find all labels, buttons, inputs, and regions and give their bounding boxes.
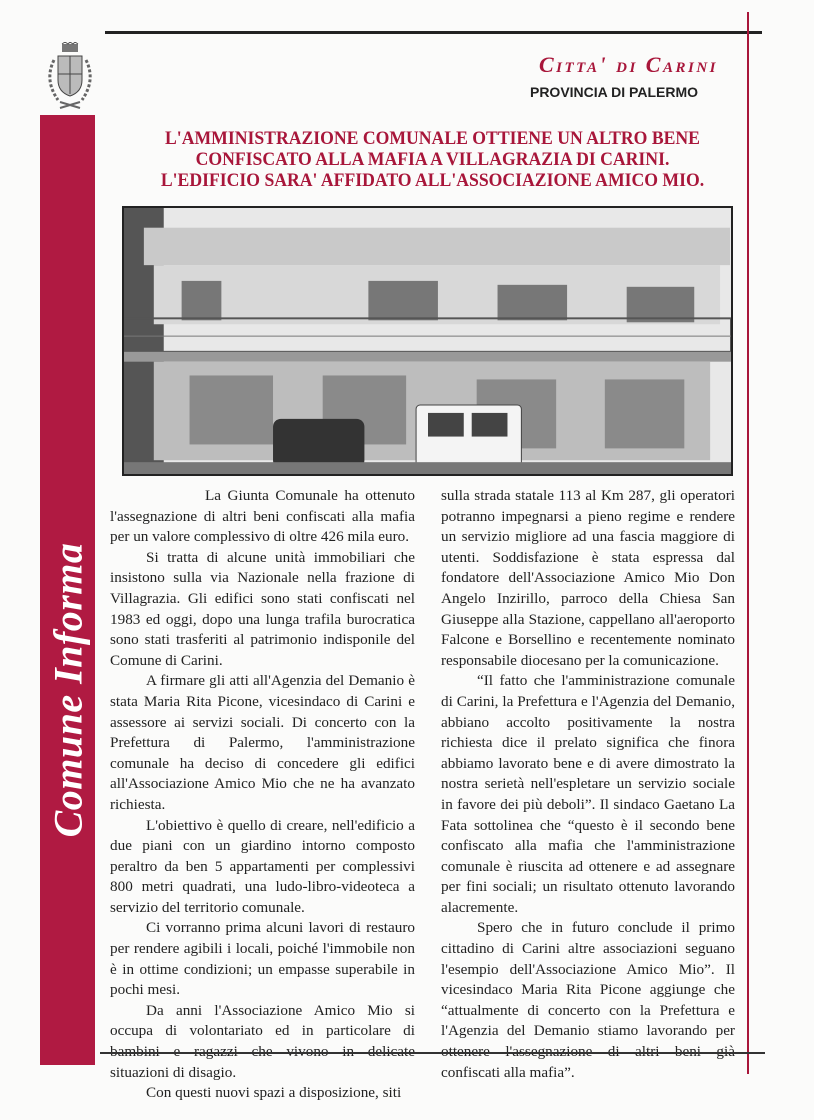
coat-of-arms-icon bbox=[42, 42, 98, 114]
top-rule bbox=[105, 31, 762, 34]
red-vertical-rule bbox=[747, 12, 749, 1074]
headline-line: L'AMMINISTRAZIONE COMUNALE OTTIENE UN ALTRO BENE bbox=[165, 128, 700, 149]
sidebar-title: Comune Informa bbox=[45, 542, 90, 838]
building-photo bbox=[122, 206, 733, 476]
headline-line: CONFISCATO ALLA MAFIA A VILLAGRAZIA DI CARINI. bbox=[195, 149, 670, 170]
paragraph: A firmare gli atti all'Agenzia del Demanio è stata Maria Rita Picone, vicesindaco di Carini e assessore ai servizi sociali. Di concerto con la Prefettura di Palermo, l'amministrazione comunale ha deciso di concedere gli edifici all'Associazione Amico Mio che ne ha avanzato richiesta. bbox=[110, 672, 415, 813]
city-name: Citta' di Carini bbox=[539, 52, 718, 77]
province-name: PROVINCIA DI PALERMO bbox=[529, 84, 698, 100]
paragraph: Si tratta di alcune unità immobiliari che insistono sulla via Nazionale nella frazione di Villagrazia. Gli edifici sono stati confiscati nel 1983 ed oggi, dopo una lunga trafila burocratica sono stati trasferiti al patrimonio indisponile del Comune di Carini. bbox=[110, 548, 415, 669]
paragraph: Ci vorranno prima alcuni lavori di restauro per rendere agibili i locali, poiché l'immobile non è in ottime condizioni; un empasse superabile in pochi mesi. bbox=[110, 919, 415, 999]
headline bbox=[133, 128, 733, 191]
paragraph: Da anni l'Associazione Amico Mio si occupa di volontariato ed in particolare di situazioni di disagio. bbox=[110, 1001, 415, 1081]
headline-line: L'EDIFICIO SARA' AFFIDATO ALL'ASSOCIAZIONE AMICO MIO. bbox=[160, 170, 705, 191]
sidebar-band bbox=[40, 115, 95, 1065]
paragraph: Spero che in futuro conclude il primo cittadino di Carini altre associazioni seguano l'esempio dell'Associazione Amico Mio”. Il vicesindaco Maria Rita Picone aggiunge che “attualmente di concerto con la Prefettura e l'Agenzia del Demanio stiamo lavorando per confiscati alla mafia”. bbox=[441, 919, 735, 1081]
paragraph: Con questi nuovi spazi a disposizione, siti bbox=[146, 1084, 402, 1102]
paragraph: sulla strada statale 113 al Km 287, gli operatori potranno impegnarsi a pieno regime e rendere un servizio migliore ad una fascia maggiore di utenti. Soddisfazione è stata espressa dal fondatore dell'Associazione Amico Mio Don Angelo Inzirillo, parroco della Chiesa San Giuseppe alla Stazione, cappellano all'aeroporto Falcone e Borsellino e recentemente nominato responsabile diocesano per la comunicazione. bbox=[441, 487, 735, 669]
paragraph: L'obiettivo è quello di creare, nell'edificio a due piani con un giardino intorno composto peraltro da ben 5 appartamenti per complessivi 800 metri quadrati, una ludo-libro-videoteca a servizio del territorio comunale. bbox=[110, 816, 415, 916]
article-column-left bbox=[110, 486, 415, 1104]
article-column-right bbox=[441, 486, 735, 1083]
paragraph: La Giunta Comunale ha ottenuto l'assegnazione di altri beni confiscati alla mafia per un valore complessivo di oltre 426 mila euro. bbox=[110, 487, 415, 546]
paragraph: “Il fatto che l'amministrazione comunale di Carini, la Prefettura e l'Agenzia del Demanio, abbiano accolto positivamente la nostra richiesta dice il prelato significa che finora abbiamo lavorato bene e di avere dimostrato la nostra serietà nell'espletare un servizio sociale in favore dei più deboli”. Il sindaco Gaetano La Fata sottolinea che “questo è il secondo bene confiscato alla mafia che l'amministrazione comunale è riuscita ad ottenere e ad assegnare per fini sociali; un risultato ottenuto lavorando alacremente. bbox=[441, 672, 735, 916]
bottom-rule bbox=[100, 1052, 765, 1054]
